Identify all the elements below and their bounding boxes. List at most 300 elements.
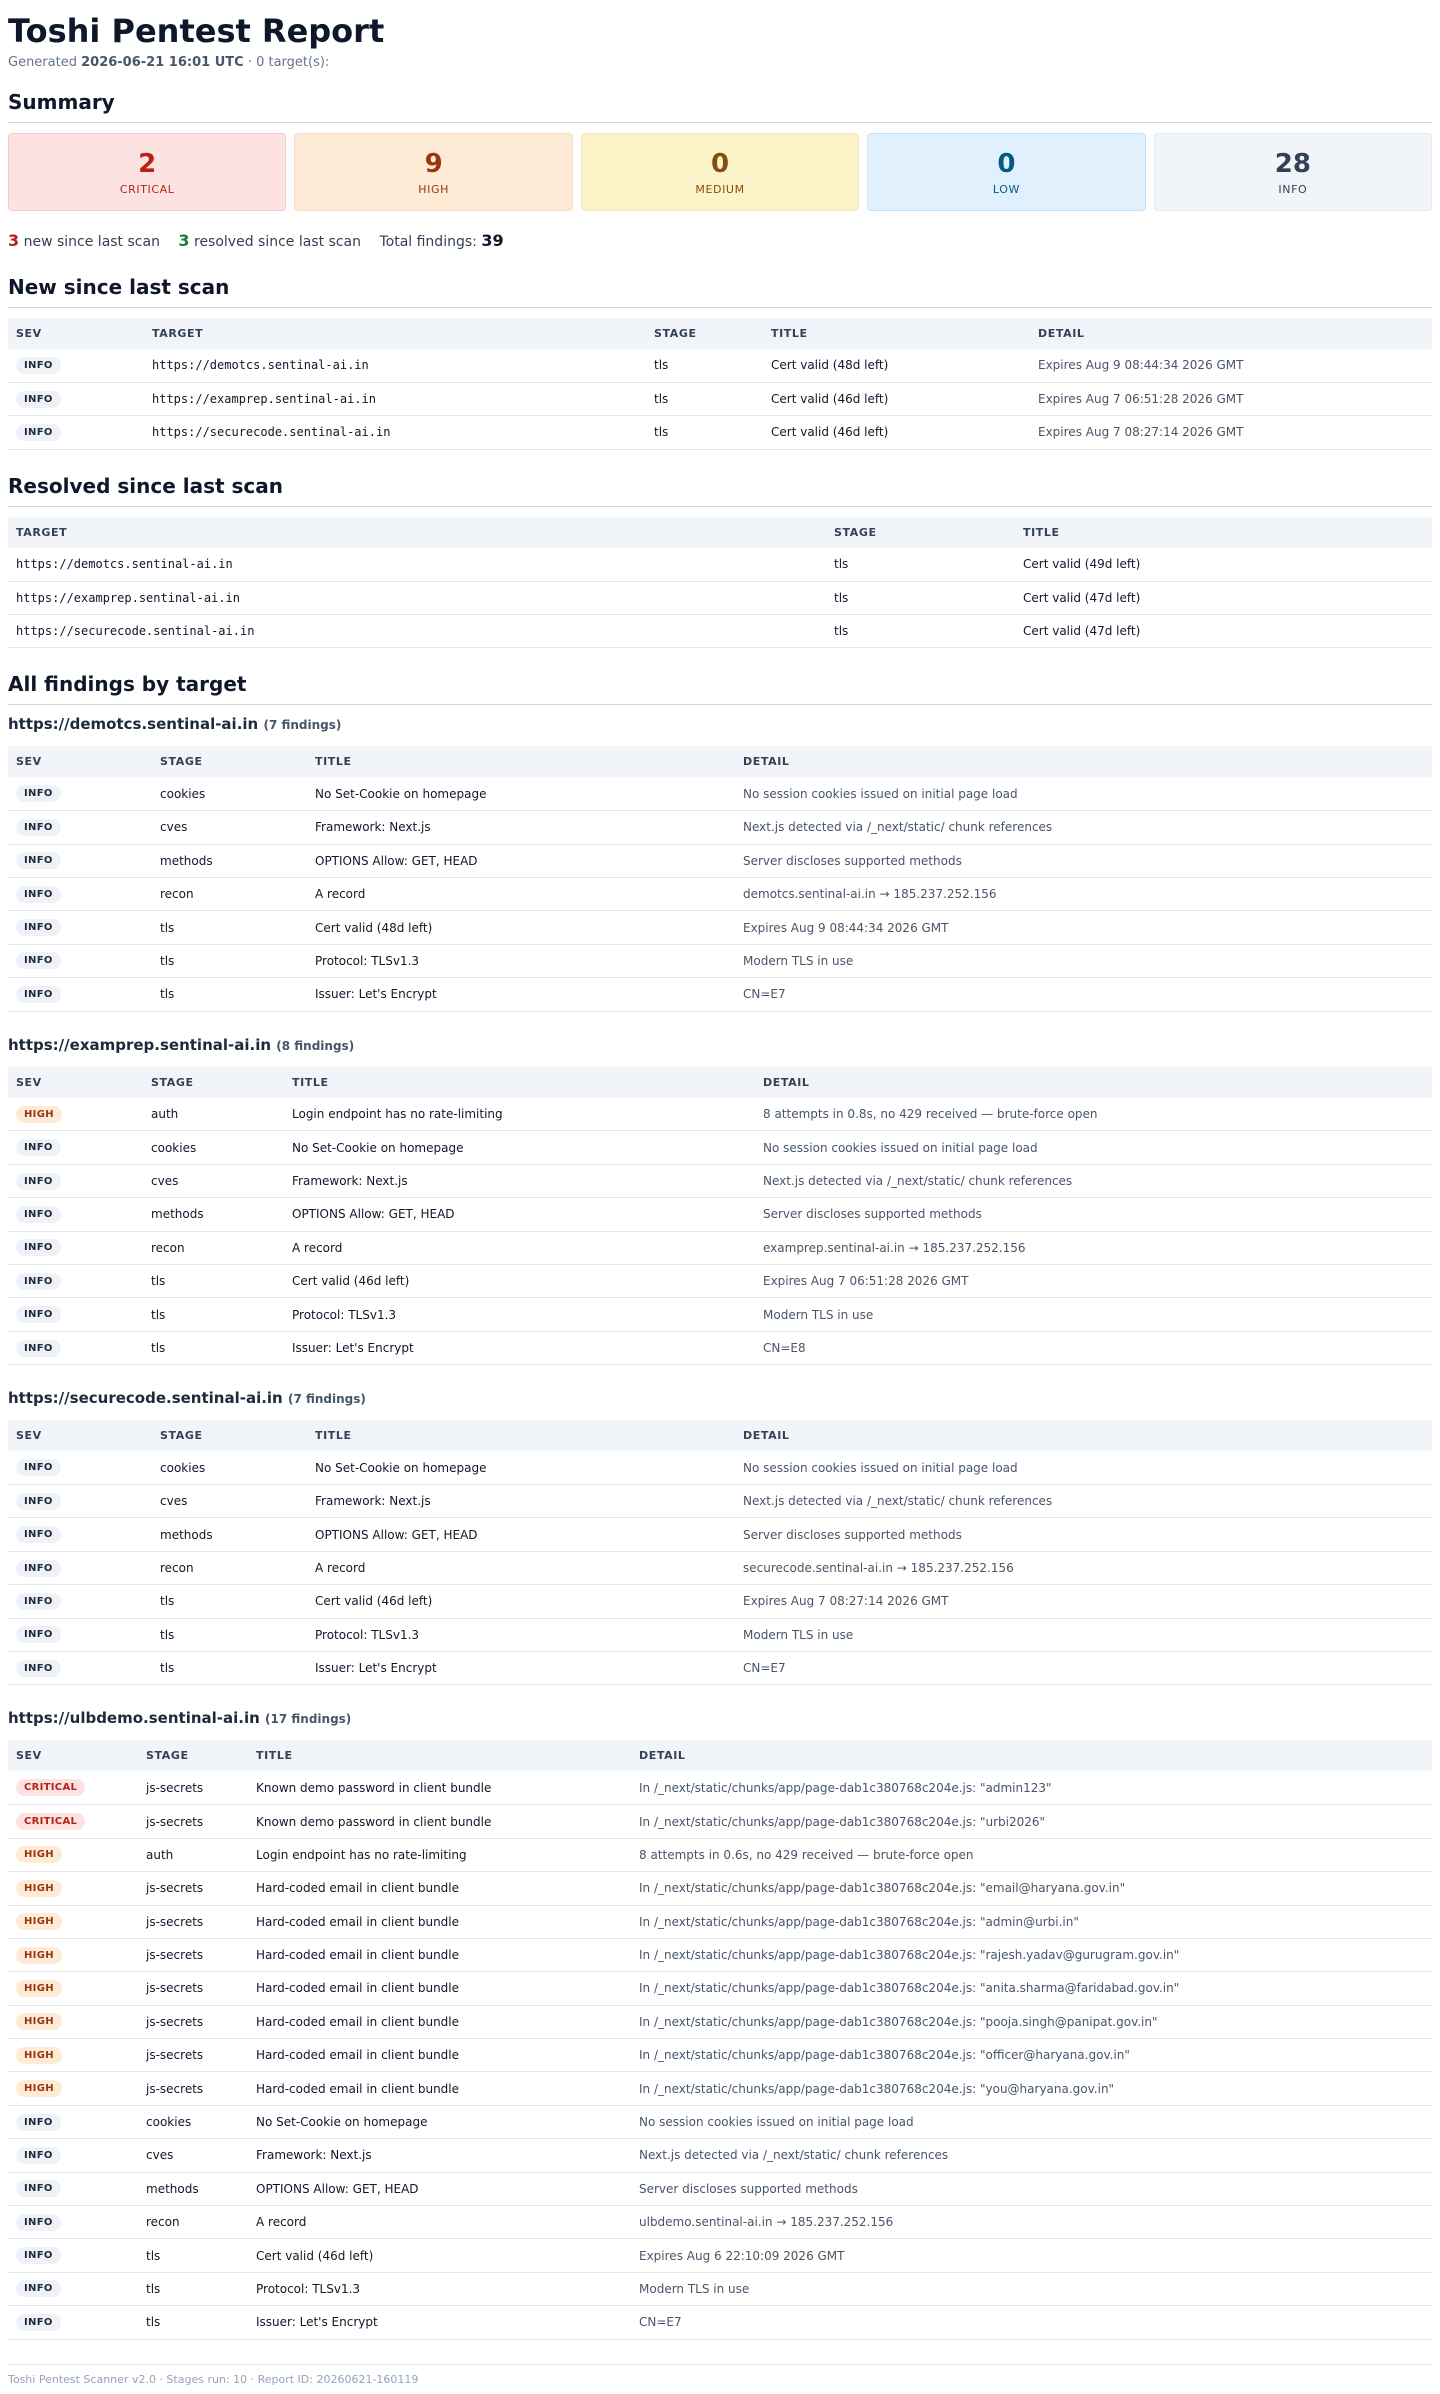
title-cell: Hard-coded email in client bundle: [248, 2072, 631, 2105]
target-cell: https://securecode.sentinal-ai.in: [8, 614, 826, 647]
column-header-sev: SEV: [8, 318, 144, 349]
stage-cell: cves: [143, 1164, 284, 1197]
severity-cell: [8, 1198, 143, 1231]
title-cell: Hard-coded email in client bundle: [248, 1905, 631, 1938]
stage-cell: js-secrets: [138, 1938, 248, 1971]
table-row: [8, 1872, 1432, 1905]
severity-cell: [8, 1771, 138, 1804]
detail-cell: In /_next/static/chunks/app/page-dab1c380768c204e.js: "admin123": [631, 1771, 1432, 1804]
stage-cell: tls: [152, 1618, 307, 1651]
column-header-sev: SEV: [8, 1740, 138, 1771]
severity-cell: [8, 1451, 152, 1484]
severity-badge: INFO: [16, 1560, 61, 1577]
severity-badge: INFO: [16, 1139, 61, 1156]
detail-cell: CN=E7: [735, 978, 1432, 1011]
severity-badge: CRITICAL: [16, 1779, 85, 1796]
detail-cell: 8 attempts in 0.8s, no 429 received — brute-force open: [755, 1098, 1432, 1131]
severity-badge: INFO: [16, 1493, 61, 1510]
table-row: [8, 2039, 1432, 2072]
new-count: 3: [8, 231, 20, 250]
target-heading: [8, 1709, 1432, 1728]
severity-cell: [8, 2272, 138, 2305]
severity-cell: [8, 1518, 152, 1551]
severity-badge: INFO: [16, 1626, 61, 1643]
detail-cell: In /_next/static/chunks/app/page-dab1c380768c204e.js: "email@haryana.gov.in": [631, 1872, 1432, 1905]
target-findings-count: (17 findings): [265, 1712, 352, 1727]
severity-cell: [8, 1872, 138, 1905]
title-cell: A record: [307, 1551, 735, 1584]
stage-cell: methods: [152, 844, 307, 877]
severity-cell: [8, 1585, 152, 1618]
target-section-securecode-sentinal-ai-in: [8, 1389, 1432, 1685]
severity-count: 0: [997, 148, 1016, 179]
title-cell: Login endpoint has no rate-limiting: [284, 1098, 755, 1131]
table-row: [8, 1198, 1432, 1231]
column-header-title: TITLE: [307, 1420, 735, 1451]
title-cell: Cert valid (46d left): [763, 416, 1030, 449]
severity-badge: INFO: [16, 1306, 61, 1323]
severity-cell: [8, 1485, 152, 1518]
severity-badge: INFO: [16, 785, 61, 802]
detail-cell: examprep.sentinal-ai.in → 185.237.252.156: [755, 1231, 1432, 1264]
target-name: https://examprep.sentinal-ai.in: [8, 1035, 272, 1054]
severity-badge: INFO: [16, 1206, 61, 1223]
severity-label: CRITICAL: [119, 182, 175, 196]
findings-by-target: [8, 715, 1432, 2339]
page-title: Toshi Pentest Report: [8, 12, 385, 50]
severity-badge: INFO: [16, 919, 61, 936]
table-row: [8, 1131, 1432, 1164]
table-row: [8, 1618, 1432, 1651]
stage-cell: js-secrets: [138, 2005, 248, 2038]
detail-cell: CN=E8: [755, 1331, 1432, 1364]
stage-cell: tls: [152, 978, 307, 1011]
stage-cell: cookies: [138, 2105, 248, 2138]
severity-badge: HIGH: [16, 2080, 62, 2097]
severity-cell: [8, 2039, 138, 2072]
severity-badge: HIGH: [16, 1880, 62, 1897]
table-row: [8, 844, 1432, 877]
target-heading: [8, 1389, 1432, 1408]
severity-label: INFO: [1278, 182, 1308, 196]
severity-cell: [8, 1551, 152, 1584]
table-row: [8, 1652, 1432, 1685]
severity-badge: HIGH: [16, 1846, 62, 1863]
target-findings-table: [8, 1067, 1432, 1366]
stage-cell: tls: [826, 548, 1015, 581]
detail-cell: No session cookies issued on initial page load: [631, 2105, 1432, 2138]
new-label: new since last scan: [23, 234, 160, 250]
target-section-demotcs-sentinal-ai-in: [8, 715, 1432, 1011]
resolved-count: 3: [178, 231, 190, 250]
severity-badge: HIGH: [16, 1106, 62, 1123]
title-cell: Protocol: TLSv1.3: [307, 944, 735, 977]
detail-cell: In /_next/static/chunks/app/page-dab1c380768c204e.js: "you@haryana.gov.in": [631, 2072, 1432, 2105]
severity-badge: INFO: [16, 1593, 61, 1610]
stage-cell: recon: [152, 1551, 307, 1584]
table-row: [8, 811, 1432, 844]
severity-cell: [8, 1652, 152, 1685]
severity-cell: [8, 811, 152, 844]
table-row: [8, 382, 1432, 415]
severity-badge: INFO: [16, 1459, 61, 1476]
title-cell: A record: [307, 878, 735, 911]
title-cell: Issuer: Let's Encrypt: [248, 2306, 631, 2339]
table-row: [8, 1938, 1432, 1971]
detail-cell: In /_next/static/chunks/app/page-dab1c380768c204e.js: "anita.sharma@faridabad.gov.in": [631, 1972, 1432, 2005]
stage-cell: tls: [152, 1585, 307, 1618]
stage-cell: js-secrets: [138, 1872, 248, 1905]
title-cell: Hard-coded email in client bundle: [248, 1972, 631, 2005]
stage-cell: recon: [152, 878, 307, 911]
title-cell: Cert valid (49d left): [1015, 548, 1432, 581]
table-row: [8, 416, 1432, 449]
detail-cell: Expires Aug 7 08:27:14 2026 GMT: [1030, 416, 1432, 449]
title-cell: Protocol: TLSv1.3: [307, 1618, 735, 1651]
column-header-detail: DETAIL: [735, 1420, 1432, 1451]
table-row: [8, 1585, 1432, 1618]
target-cell: https://examprep.sentinal-ai.in: [8, 581, 826, 614]
severity-cell: [8, 878, 152, 911]
stage-cell: tls: [152, 911, 307, 944]
target-section-examprep-sentinal-ai-in: [8, 1036, 1432, 1366]
detail-cell: Server discloses supported methods: [631, 2172, 1432, 2205]
severity-cell: [8, 1905, 138, 1938]
detail-cell: Next.js detected via /_next/static/ chunk references: [755, 1164, 1432, 1197]
table-row: [8, 2206, 1432, 2239]
severity-count: 2: [138, 148, 157, 179]
detail-cell: Next.js detected via /_next/static/ chunk references: [631, 2139, 1432, 2172]
detail-cell: Expires Aug 7 06:51:28 2026 GMT: [755, 1265, 1432, 1298]
column-header-stage: STAGE: [152, 746, 307, 777]
stage-cell: tls: [138, 2239, 248, 2272]
severity-cell: [8, 1938, 138, 1971]
detail-cell: Expires Aug 9 08:44:34 2026 GMT: [1030, 349, 1432, 382]
severity-badge: INFO: [16, 391, 61, 408]
title-cell: Known demo password in client bundle: [248, 1771, 631, 1804]
table-row: [8, 777, 1432, 810]
stage-cell: cves: [152, 1485, 307, 1518]
severity-card-high: [294, 133, 572, 211]
resolved-label: resolved since last scan: [194, 234, 362, 250]
title-cell: Login endpoint has no rate-limiting: [248, 1838, 631, 1871]
detail-cell: Next.js detected via /_next/static/ chunk references: [735, 1485, 1432, 1518]
column-header-sev: SEV: [8, 1067, 143, 1098]
stage-cell: tls: [143, 1331, 284, 1364]
severity-label: LOW: [992, 182, 1020, 196]
severity-badge: HIGH: [16, 2013, 62, 2030]
table-row: [8, 349, 1432, 382]
table-row: [8, 2005, 1432, 2038]
table-row: [8, 1805, 1432, 1838]
severity-count: 9: [424, 148, 443, 179]
severity-cell: [8, 1265, 143, 1298]
title-cell: Framework: Next.js: [248, 2139, 631, 2172]
severity-badge: INFO: [16, 1273, 61, 1290]
severity-cell: [8, 1098, 143, 1131]
table-row: [8, 944, 1432, 977]
total-count: 39: [481, 231, 504, 250]
stage-cell: tls: [143, 1265, 284, 1298]
severity-badge: HIGH: [16, 1947, 62, 1964]
title-cell: No Set-Cookie on homepage: [248, 2105, 631, 2138]
table-row: [8, 581, 1432, 614]
severity-cell: [8, 844, 152, 877]
severity-badge: INFO: [16, 2247, 61, 2264]
severity-badge: INFO: [16, 2147, 61, 2164]
report-footer: Toshi Pentest Scanner v2.0 · Stages run: 10 · Report ID: 20260621-160119: [8, 2364, 1432, 2394]
table-row: [8, 878, 1432, 911]
target-cell: https://securecode.sentinal-ai.in: [144, 416, 646, 449]
severity-cell: [8, 777, 152, 810]
severity-card-low: [867, 133, 1145, 211]
table-row: [8, 2272, 1432, 2305]
detail-cell: No session cookies issued on initial page load: [735, 1451, 1432, 1484]
stage-cell: tls: [138, 2306, 248, 2339]
column-header-sev: SEV: [8, 1420, 152, 1451]
severity-cell: [8, 1618, 152, 1651]
stage-cell: methods: [152, 1518, 307, 1551]
stage-cell: methods: [138, 2172, 248, 2205]
column-header-title: TITLE: [307, 746, 735, 777]
stage-cell: js-secrets: [138, 1905, 248, 1938]
severity-badge: INFO: [16, 357, 61, 374]
stage-cell: js-secrets: [138, 1771, 248, 1804]
severity-cell: [8, 2306, 138, 2339]
severity-badge: HIGH: [16, 2047, 62, 2064]
title-cell: Issuer: Let's Encrypt: [307, 1652, 735, 1685]
severity-cell: [8, 2005, 138, 2038]
summary-heading: Summary: [8, 90, 1432, 123]
detail-cell: In /_next/static/chunks/app/page-dab1c380768c204e.js: "admin@urbi.in": [631, 1905, 1432, 1938]
severity-cell: [8, 1331, 143, 1364]
title-cell: OPTIONS Allow: GET, HEAD: [284, 1198, 755, 1231]
severity-cell: [8, 911, 152, 944]
title-cell: Cert valid (47d left): [1015, 614, 1432, 647]
stage-cell: tls: [826, 614, 1015, 647]
table-row: [8, 1265, 1432, 1298]
target-findings-table: [8, 1740, 1432, 2339]
stage-cell: tls: [143, 1298, 284, 1331]
detail-cell: In /_next/static/chunks/app/page-dab1c380768c204e.js: "rajesh.yadav@gurugram.gov.in": [631, 1938, 1432, 1971]
title-cell: Hard-coded email in client bundle: [248, 1938, 631, 1971]
title-cell: Cert valid (46d left): [248, 2239, 631, 2272]
severity-cell: [8, 1131, 143, 1164]
detail-cell: CN=E7: [735, 1652, 1432, 1685]
resolved-findings-table: [8, 517, 1432, 649]
title-cell: OPTIONS Allow: GET, HEAD: [248, 2172, 631, 2205]
table-row: [8, 1838, 1432, 1871]
stage-cell: js-secrets: [138, 1972, 248, 2005]
column-header-target: TARGET: [144, 318, 646, 349]
severity-cell: [8, 2139, 138, 2172]
column-header-title: TITLE: [763, 318, 1030, 349]
table-row: [8, 2306, 1432, 2339]
severity-badge: INFO: [16, 886, 61, 903]
column-header-detail: DETAIL: [755, 1067, 1432, 1098]
severity-badge: HIGH: [16, 1913, 62, 1930]
column-header-stage: STAGE: [826, 517, 1015, 548]
table-row: [8, 1905, 1432, 1938]
severity-badge: INFO: [16, 1239, 61, 1256]
stage-cell: cookies: [152, 777, 307, 810]
table-row: [8, 1451, 1432, 1484]
table-row: [8, 1098, 1432, 1131]
generated-suffix: · 0 target(s):: [247, 55, 330, 70]
severity-badge: INFO: [16, 2214, 61, 2231]
column-header-title: TITLE: [1015, 517, 1432, 548]
severity-cell: [8, 1164, 143, 1197]
severity-badge: INFO: [16, 852, 61, 869]
detail-cell: Modern TLS in use: [631, 2272, 1432, 2305]
severity-cell: [8, 2206, 138, 2239]
detail-cell: In /_next/static/chunks/app/page-dab1c380768c204e.js: "pooja.singh@panipat.gov.in": [631, 2005, 1432, 2038]
resolved-since-heading: Resolved since last scan: [8, 474, 1432, 507]
stage-cell: tls: [826, 581, 1015, 614]
detail-cell: In /_next/static/chunks/app/page-dab1c380768c204e.js: "officer@haryana.gov.in": [631, 2039, 1432, 2072]
title-cell: Hard-coded email in client bundle: [248, 2005, 631, 2038]
title-cell: Framework: Next.js: [284, 1164, 755, 1197]
severity-cell: [8, 944, 152, 977]
stage-cell: tls: [646, 416, 763, 449]
column-header-stage: STAGE: [646, 318, 763, 349]
detail-cell: Modern TLS in use: [735, 1618, 1432, 1651]
table-row: [8, 1771, 1432, 1804]
title-cell: Issuer: Let's Encrypt: [307, 978, 735, 1011]
new-since-last-scan-section: [8, 275, 1432, 450]
severity-badge: INFO: [16, 1173, 61, 1190]
table-row: [8, 1485, 1432, 1518]
title-cell: Cert valid (48d left): [307, 911, 735, 944]
severity-badge: INFO: [16, 1340, 61, 1357]
detail-cell: Expires Aug 7 06:51:28 2026 GMT: [1030, 382, 1432, 415]
detail-cell: Modern TLS in use: [735, 944, 1432, 977]
detail-cell: CN=E7: [631, 2306, 1432, 2339]
column-header-stage: STAGE: [152, 1420, 307, 1451]
title-cell: Framework: Next.js: [307, 1485, 735, 1518]
severity-label: MEDIUM: [695, 182, 745, 196]
title-cell: Protocol: TLSv1.3: [284, 1298, 755, 1331]
title-cell: A record: [248, 2206, 631, 2239]
stage-cell: js-secrets: [138, 1805, 248, 1838]
table-row: [8, 2239, 1432, 2272]
table-row: [8, 2072, 1432, 2105]
stage-cell: cves: [152, 811, 307, 844]
title-cell: OPTIONS Allow: GET, HEAD: [307, 844, 735, 877]
table-row: [8, 2105, 1432, 2138]
detail-cell: Expires Aug 9 08:44:34 2026 GMT: [735, 911, 1432, 944]
target-cell: https://demotcs.sentinal-ai.in: [8, 548, 826, 581]
new-findings-table: [8, 318, 1432, 450]
stage-cell: auth: [138, 1838, 248, 1871]
title-cell: No Set-Cookie on homepage: [284, 1131, 755, 1164]
severity-badge: INFO: [16, 424, 61, 441]
detail-cell: No session cookies issued on initial page load: [755, 1131, 1432, 1164]
severity-cell: [8, 978, 152, 1011]
stage-cell: recon: [138, 2206, 248, 2239]
title-cell: Cert valid (46d left): [284, 1265, 755, 1298]
severity-cards: [8, 133, 1432, 211]
detail-cell: Expires Aug 6 22:10:09 2026 GMT: [631, 2239, 1432, 2272]
severity-count: 28: [1274, 148, 1311, 179]
severity-badge: HIGH: [16, 1980, 62, 1997]
detail-cell: Next.js detected via /_next/static/ chunk references: [735, 811, 1432, 844]
stage-cell: auth: [143, 1098, 284, 1131]
table-row: [8, 911, 1432, 944]
scan-delta: [8, 231, 1432, 251]
generated-timestamp: 2026-06-21 16:01 UTC: [81, 55, 244, 70]
table-row: [8, 548, 1432, 581]
stage-cell: tls: [152, 1652, 307, 1685]
detail-cell: 8 attempts in 0.6s, no 429 received — brute-force open: [631, 1838, 1432, 1871]
table-row: [8, 1331, 1432, 1364]
severity-cell: [8, 349, 144, 382]
severity-cell: [8, 416, 144, 449]
target-findings-table: [8, 746, 1432, 1011]
severity-cell: [8, 2239, 138, 2272]
severity-badge: CRITICAL: [16, 1813, 85, 1830]
target-name: https://ulbdemo.sentinal-ai.in: [8, 1709, 260, 1728]
title-cell: Protocol: TLSv1.3: [248, 2272, 631, 2305]
target-name: https://demotcs.sentinal-ai.in: [8, 715, 259, 734]
severity-badge: INFO: [16, 2180, 61, 2197]
title-cell: A record: [284, 1231, 755, 1264]
column-header-sev: SEV: [8, 746, 152, 777]
resolved-since-last-scan-section: [8, 474, 1432, 649]
table-row: [8, 1164, 1432, 1197]
column-header-title: TITLE: [248, 1740, 631, 1771]
severity-label: HIGH: [418, 182, 449, 196]
detail-cell: Expires Aug 7 08:27:14 2026 GMT: [735, 1585, 1432, 1618]
severity-badge: INFO: [16, 1526, 61, 1543]
title-cell: Framework: Next.js: [307, 811, 735, 844]
table-row: [8, 1231, 1432, 1264]
stage-cell: js-secrets: [138, 2072, 248, 2105]
severity-cell: [8, 2072, 138, 2105]
column-header-detail: DETAIL: [735, 746, 1432, 777]
severity-card-info: [1154, 133, 1432, 211]
severity-cell: [8, 2172, 138, 2205]
target-findings-table: [8, 1420, 1432, 1685]
severity-cell: [8, 2105, 138, 2138]
column-header-detail: DETAIL: [1030, 318, 1432, 349]
title-cell: Cert valid (46d left): [763, 382, 1030, 415]
title-cell: Cert valid (48d left): [763, 349, 1030, 382]
detail-cell: Server discloses supported methods: [755, 1198, 1432, 1231]
total-label: Total findings:: [379, 234, 477, 250]
severity-cell: [8, 382, 144, 415]
stage-cell: tls: [646, 382, 763, 415]
title-cell: No Set-Cookie on homepage: [307, 777, 735, 810]
table-row: [8, 1972, 1432, 2005]
title-cell: Hard-coded email in client bundle: [248, 1872, 631, 1905]
target-heading: [8, 1036, 1432, 1055]
severity-cell: [8, 1231, 143, 1264]
target-findings-count: (8 findings): [276, 1038, 355, 1053]
severity-badge: INFO: [16, 2280, 61, 2297]
severity-badge: INFO: [16, 986, 61, 1003]
stage-cell: js-secrets: [138, 2039, 248, 2072]
target-cell: https://examprep.sentinal-ai.in: [144, 382, 646, 415]
column-header-target: TARGET: [8, 517, 826, 548]
severity-card-critical: [8, 133, 286, 211]
detail-cell: securecode.sentinal-ai.in → 185.237.252.156: [735, 1551, 1432, 1584]
detail-cell: Modern TLS in use: [755, 1298, 1432, 1331]
stage-cell: recon: [143, 1231, 284, 1264]
stage-cell: tls: [152, 944, 307, 977]
detail-cell: ulbdemo.sentinal-ai.in → 185.237.252.156: [631, 2206, 1432, 2239]
table-row: [8, 1518, 1432, 1551]
